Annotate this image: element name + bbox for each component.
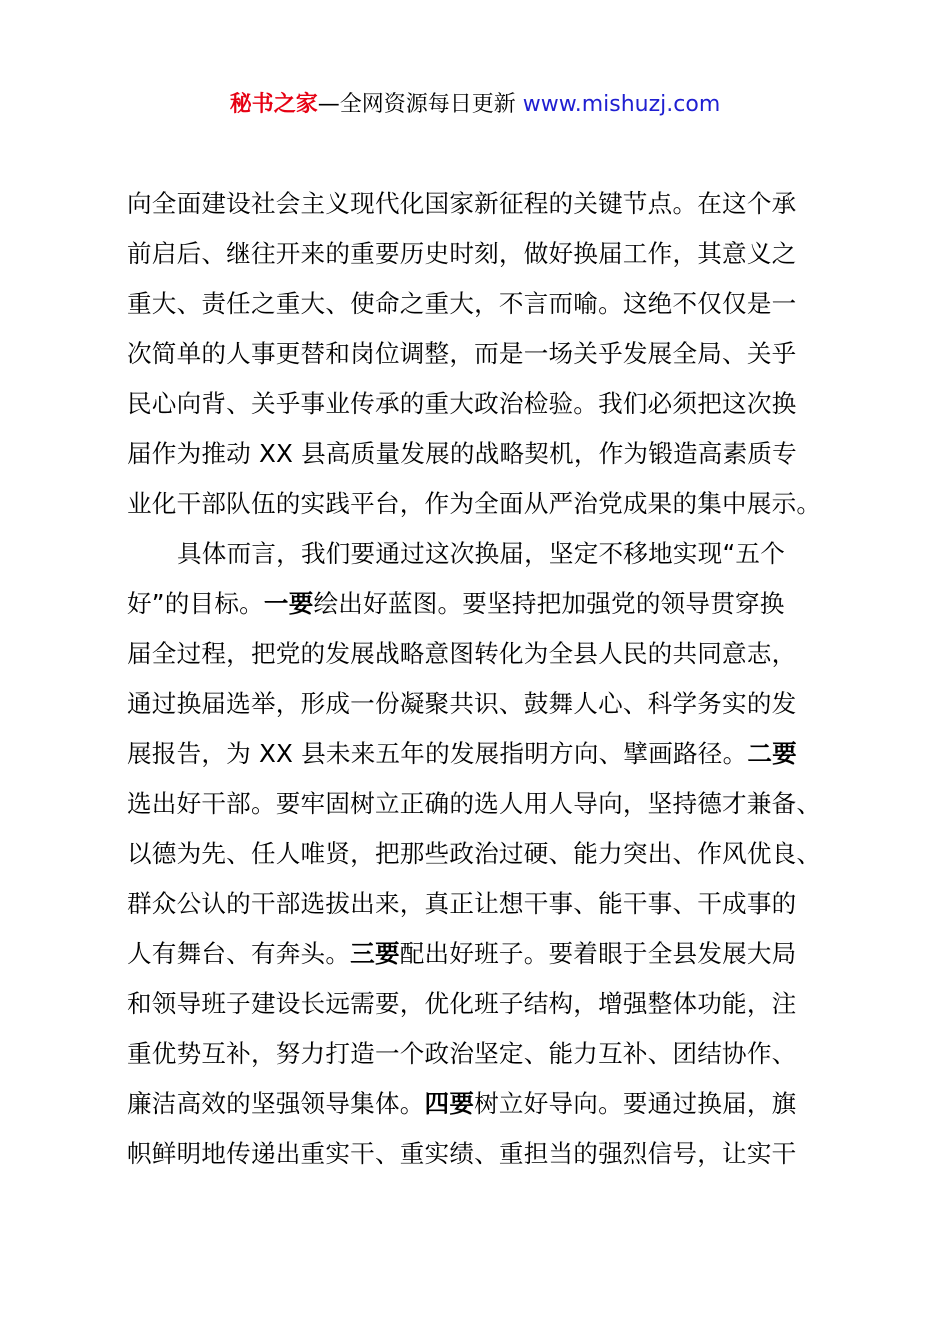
document-body (127, 179, 839, 1179)
brand-name: 秘书之家 (229, 92, 318, 117)
site-url-link[interactable]: www.mishuzj.com (522, 92, 721, 117)
text-line: 重大、责任之重大、使命之重大，不言而喻。这绝不仅仅是一 (127, 289, 797, 318)
text-line: 届作为推动 XX 县高质量发展的战略契机，作为锻造高素质专 (127, 439, 797, 468)
text-line (127, 1079, 839, 1129)
text-line: 具体而言，我们要通过这次换届，坚定不移地实现“五个 (177, 539, 785, 568)
text-segment: 廉洁高效的坚强领导集体。 (127, 1089, 425, 1118)
text-line: 向全面建设社会主义现代化国家新征程的关键节点。在这个承 (127, 189, 797, 218)
text-line: 选出好干部。要牢固树立正确的选人用人导向，坚持德才兼备、 (127, 789, 822, 818)
text-segment: 配出好班子。要着眼于全县发展大局 (399, 939, 797, 968)
text-line: 和领导班子建设长远需要，优化班子结构，增强整体功能，注 (127, 989, 797, 1018)
point-marker-3: 三要 (350, 939, 400, 968)
text-line: 帜鲜明地传递出重实干、重实绩、重担当的强烈信号，让实干 (127, 1139, 797, 1168)
text-line (127, 729, 839, 779)
paragraph-1 (127, 179, 839, 529)
text-line: 以德为先、任人唯贤，把那些政治过硬、能力突出、作风优良、 (127, 839, 822, 868)
page-header (0, 88, 950, 122)
text-segment: 好”的目标。 (127, 589, 264, 618)
text-line: 通过换届选举，形成一份凝聚共识、鼓舞人心、科学务实的发 (127, 689, 797, 718)
point-marker-4: 四要 (424, 1089, 475, 1118)
text-line: 民心向背、关乎事业传承的重大政治检验。我们必须把这次换 (127, 389, 797, 418)
point-marker-1: 一要 (263, 589, 314, 618)
text-segment: 树立好导向。要通过换届，旗 (474, 1089, 797, 1118)
text-segment: 人有舞台、有奔头。 (127, 939, 351, 968)
text-line: 业化干部队伍的实践平台，作为全面从严治党成果的集中展示。 (127, 489, 822, 518)
text-line: 重优势互补，努力打造一个政治坚定、能力互补、团结协作、 (127, 1039, 797, 1068)
text-line: 届全过程，把党的发展战略意图转化为全县人民的共同意志， (127, 639, 797, 668)
point-marker-2: 二要 (747, 739, 797, 768)
text-segment: 绘出好蓝图。要坚持把加强党的领导贯穿换 (313, 589, 785, 618)
text-segment: 展报告，为 XX 县未来五年的发展指明方向、擘画路径。 (127, 739, 748, 768)
text-line (127, 579, 839, 629)
header-tagline: —全网资源每日更新 (317, 92, 523, 117)
paragraph-2 (127, 529, 839, 1179)
text-line: 次简单的人事更替和岗位调整，而是一场关乎发展全局、关乎 (127, 339, 797, 368)
text-line (127, 929, 839, 979)
text-line: 前启后、继往开来的重要历史时刻，做好换届工作，其意义之 (127, 239, 797, 268)
text-line: 群众公认的干部选拔出来，真正让想干事、能干事、干成事的 (127, 889, 797, 918)
